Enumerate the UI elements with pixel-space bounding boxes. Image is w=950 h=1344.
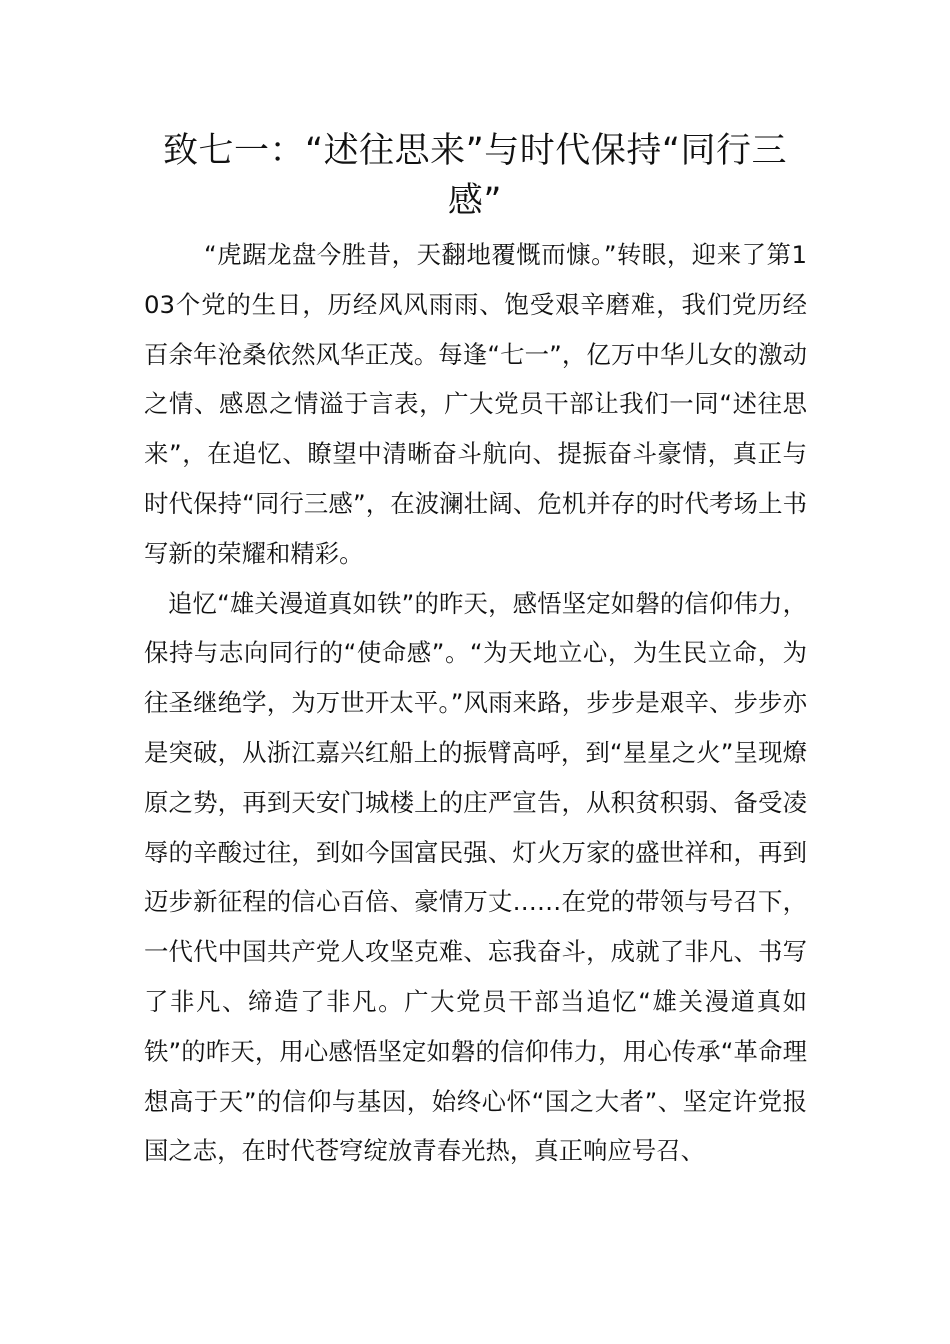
- paragraph-intro: “虎踞龙盘今胜昔，天翻地覆慨而慷。”转眼，迎来了第103个党的生日，历经风风雨雨、饱受艰辛磨难，我们党历经百余年沧桑依然风华正茂。每逢“七一”，亿万中华儿女的激动之情、感恩之情溢于言表，广大党员干部让我们一同“述往思来”，在追忆、瞭望中清晰奋斗航向、提振奋斗豪情，真正与时代保持“同行三感”，在波澜壮阔、危机并存的时代考场上书写新的荣耀和精彩。: [144, 240, 807, 568]
- paragraph-mission: 追忆“雄关漫道真如铁”的昨天，感悟坚定如磐的信仰伟力，保持与志向同行的“使命感”。“为天地立心，为生民立命，为往圣继绝学，为万世开太平。”风雨来路，步步是艰辛、步步亦是突破，从浙江嘉兴红船上的振臂高呼，到“星星之火”呈现燎原之势，再到天安门城楼上的庄严宣告，从积贫积弱、备受凌辱的辛酸过往，到如今国富民强、灯火万家的盛世祥和，再到迈步新征程的信心百倍、豪情万丈……在党的带领与号召下，一代代中国共产党人攻坚克难、忘我奋斗，成就了非凡、书写了非凡、缔造了非凡。广大党员干部当追忆“雄关漫道真如铁”的昨天，用心感悟坚定如磐的信仰伟力，用心传承“革命理想高于天”的信仰与基因，始终心怀“国之大者”、坚定许党报国之志，在时代苍穹绽放青春光热，真正响应号召、: [144, 588, 807, 1166]
- document-title: 致七一：“述往思来”与时代保持“同行三感”: [163, 131, 787, 221]
- document-body: [144, 230, 807, 1176]
